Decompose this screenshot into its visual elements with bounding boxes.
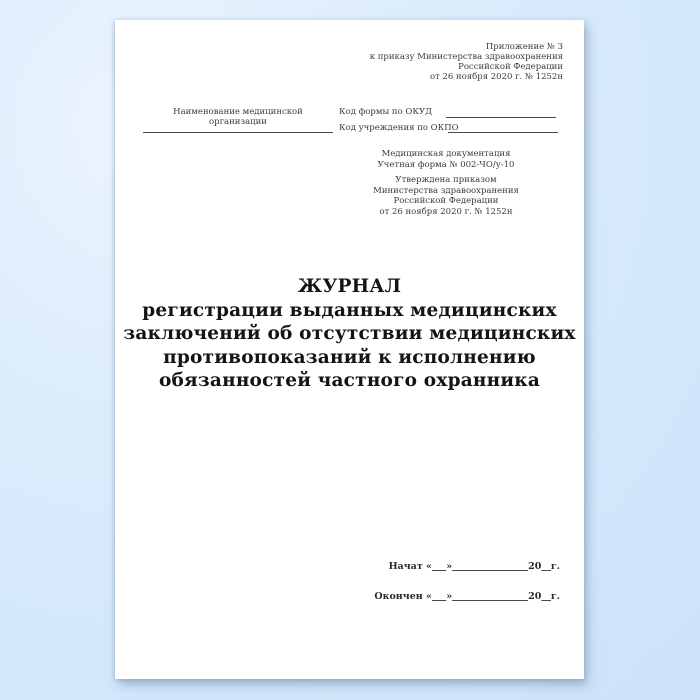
form-approval-block: [331, 149, 561, 217]
okud-code-blank-line: [446, 117, 556, 118]
okpo-code-blank-line: [448, 132, 558, 133]
meddoc-line: Утверждена приказом: [395, 175, 497, 185]
okpo-code-label: Код учреждения по ОКПО: [339, 123, 459, 133]
meddoc-line: Медицинская документация: [381, 149, 511, 159]
title-subtitle-line: обязанностей частного охранника: [158, 370, 541, 391]
meddoc-line: Учетная форма № 002-ЧО/у-10: [377, 159, 515, 170]
org-name-label: Наименование медицинской организации: [173, 107, 303, 127]
org-name-blank-line: [143, 132, 333, 133]
title-subtitle-line: заключений об отсутствии медицинских: [123, 323, 576, 344]
date-started-line: Начат «___»________________20__г.: [388, 561, 560, 572]
appendix-line: Российской Федерации: [458, 62, 563, 72]
title-subtitle-line: регистрации выданных медицинских: [142, 299, 557, 321]
title-heading: ЖУРНАЛ: [297, 276, 402, 297]
meddoc-line: от 26 ноября 2020 г. № 1252н: [379, 206, 513, 217]
appendix-line: Приложение № 3: [485, 42, 563, 52]
appendix-reference-block: [370, 42, 563, 82]
medical-documentation-lines: [331, 149, 561, 170]
appendix-line: к приказу Министерства здравоохранения: [369, 52, 563, 62]
appendix-line: от 26 ноября 2020 г. № 1252н: [429, 72, 563, 82]
meddoc-line: Министерства здравоохранения: [373, 185, 519, 196]
okud-code-label: Код формы по ОКУД: [339, 107, 433, 117]
title-subtitle-line: противопоказаний к исполнению: [163, 346, 536, 368]
meddoc-line: Российской Федерации: [393, 196, 499, 206]
journal-cover-page: [115, 20, 584, 679]
journal-dates-block: [374, 561, 560, 603]
date-finished-line: Окончен «___»________________20__г.: [374, 591, 560, 602]
approval-order-lines: [331, 175, 561, 217]
document-title: [115, 275, 584, 393]
